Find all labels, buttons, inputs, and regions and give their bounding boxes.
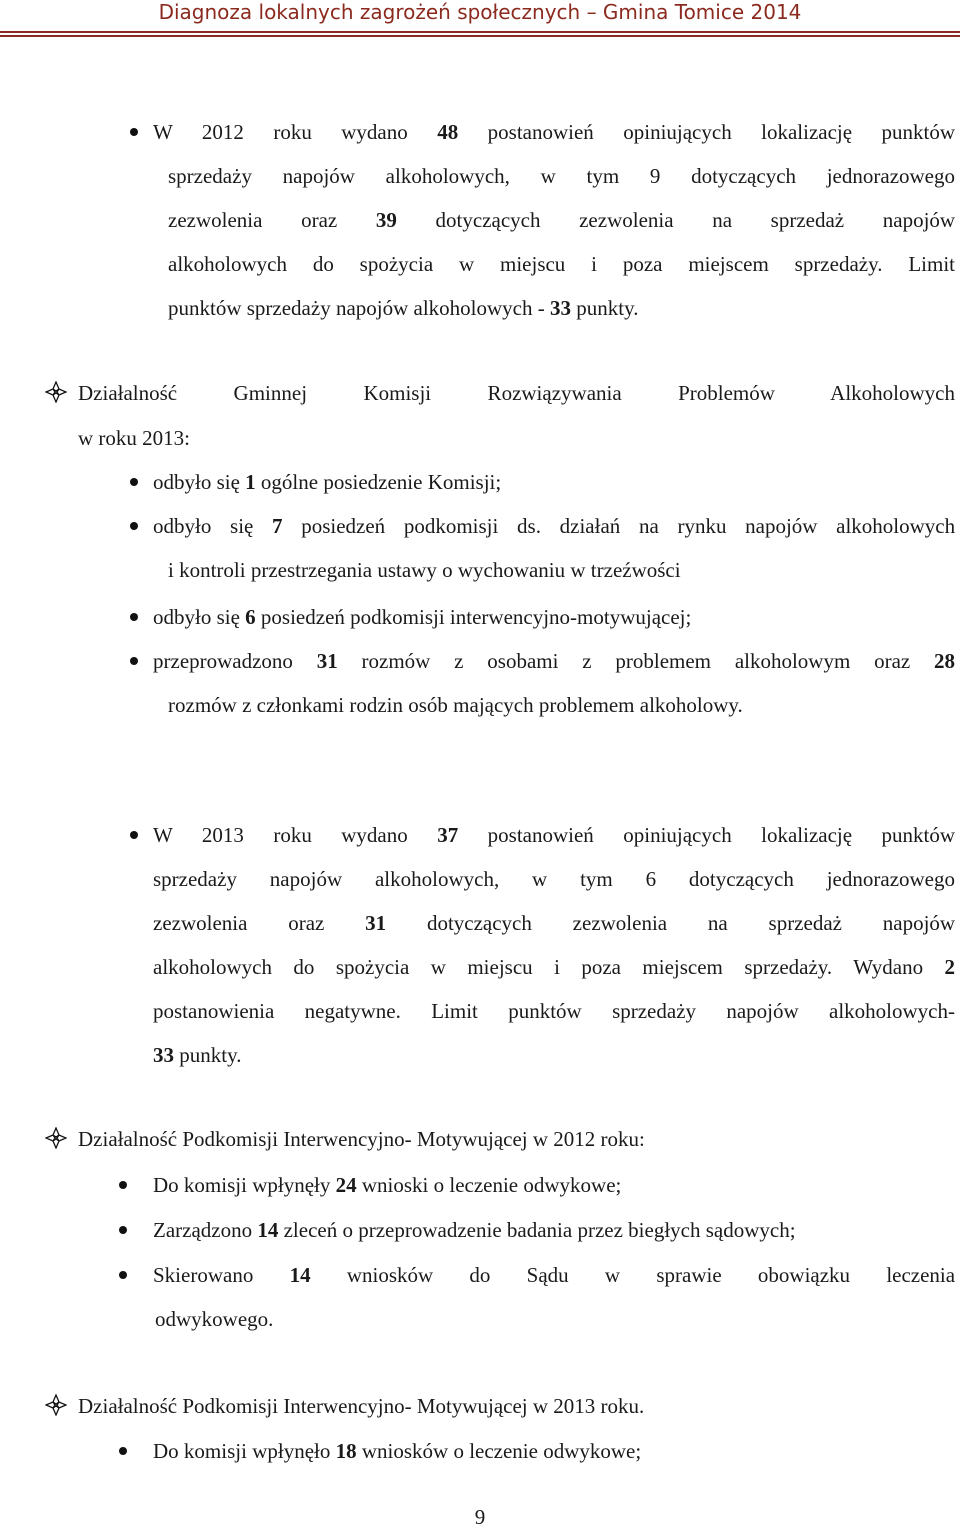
page-header: Diagnoza lokalnych zagrożeń społecznych – Gmina Tomice 2014	[158, 0, 802, 24]
list-item-cont: rozmów z członkami rodzin osób mających problemem alkoholowy.	[168, 693, 743, 717]
bullet-dot	[119, 1271, 127, 1279]
diamond-bullet-icon	[45, 1394, 67, 1416]
list-item: odbyło się 1 ogólne posiedzenie Komisji;	[153, 470, 502, 494]
paragraph-line: zezwolenia oraz 39 dotyczących zezwolenia na sprzedaż napojów	[168, 208, 956, 232]
list-item: Do komisji wpłynęło 18 wniosków o leczenie odwykowe;	[153, 1439, 642, 1463]
diamond-bullet-icon	[45, 1127, 67, 1149]
list-item-cont: odwykowego.	[155, 1307, 274, 1331]
list-item: odbyło się 7 posiedzeń podkomisji ds. działań na rynku napojów alkoholowych	[153, 514, 956, 538]
section-heading: Działalność Podkomisji Interwencyjno- Motywującej w 2012 roku:	[78, 1127, 645, 1151]
bullet-dot	[130, 522, 138, 530]
list-item: Skierowano 14 wniosków do Sądu w sprawie obowiązku leczenia	[153, 1263, 956, 1287]
bullet-dot	[130, 613, 138, 621]
bullet-dot	[130, 657, 138, 665]
paragraph-line: alkoholowych do spożycia w miejscu i poza miejscem sprzedaży. Wydano 2	[153, 955, 956, 979]
paragraph-line: sprzedaży napojów alkoholowych, w tym 6 dotyczących jednorazowego	[153, 867, 955, 891]
bullet-dot	[119, 1181, 127, 1189]
page-number: 9	[474, 1505, 486, 1529]
bullet-dot	[119, 1447, 127, 1455]
header-rule	[0, 31, 960, 33]
paragraph-line: W 2012 roku wydano 48 postanowień opiniujących lokalizację punktów	[153, 120, 956, 144]
paragraph-line: zezwolenia oraz 31 dotyczących zezwolenia na sprzedaż napojów	[153, 911, 956, 935]
bullet-dot	[119, 1226, 127, 1234]
bullet-dot	[130, 831, 138, 839]
section-heading: Działalność Gminnej Komisji Rozwiązywania Problemów Alkoholowych	[78, 381, 955, 405]
paragraph-line: 33 punkty.	[153, 1043, 242, 1067]
paragraph-line: W 2013 roku wydano 37 postanowień opiniujących lokalizację punktów	[153, 823, 956, 847]
header-rule-secondary	[0, 35, 960, 37]
paragraph-line: punktów sprzedaży napojów alkoholowych - 33 punkty.	[168, 296, 639, 320]
list-item-cont: i kontroli przestrzegania ustawy o wychowaniu w trzeźwości	[168, 558, 681, 582]
bullet-dot	[130, 478, 138, 486]
section-heading: Działalność Podkomisji Interwencyjno- Motywującej w 2013 roku.	[78, 1394, 645, 1418]
list-item: odbyło się 6 posiedzeń podkomisji interwencyjno-motywującej;	[153, 605, 692, 629]
paragraph-line: sprzedaży napojów alkoholowych, w tym 9 dotyczących jednorazowego	[168, 164, 955, 188]
bullet-dot	[130, 128, 138, 136]
paragraph-line: postanowienia negatywne. Limit punktów sprzedaży napojów alkoholowych-	[153, 999, 955, 1023]
diamond-bullet-icon	[45, 381, 67, 403]
section-heading-cont: w roku 2013:	[78, 426, 190, 450]
paragraph-line: alkoholowych do spożycia w miejscu i poza miejscem sprzedaży. Limit	[168, 252, 955, 276]
list-item: przeprowadzono 31 rozmów z osobami z problemem alkoholowym oraz 28	[153, 649, 956, 673]
list-item: Zarządzono 14 zleceń o przeprowadzenie badania przez biegłych sądowych;	[153, 1218, 796, 1242]
list-item: Do komisji wpłynęły 24 wnioski o leczenie odwykowe;	[153, 1173, 622, 1197]
